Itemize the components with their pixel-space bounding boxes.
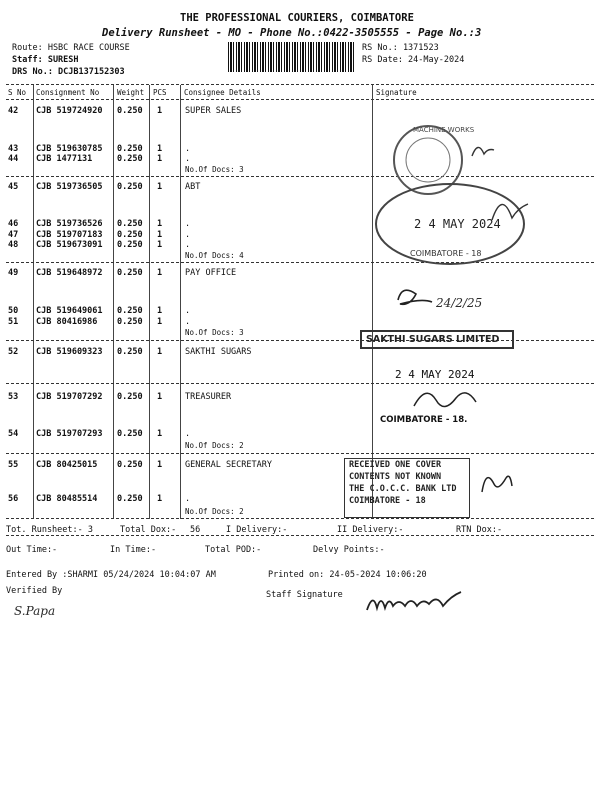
row-sno: 48 xyxy=(8,240,19,250)
row-sno: 55 xyxy=(8,460,19,470)
sakthi-signature xyxy=(410,380,500,420)
row-consignee: . xyxy=(185,306,191,316)
row-pcs: 1 xyxy=(157,219,163,229)
row-consignee: PAY OFFICE xyxy=(185,268,237,278)
divider xyxy=(6,453,594,454)
row-pcs: 1 xyxy=(157,144,163,154)
row-pcs: 1 xyxy=(157,347,163,357)
row-pcs: 1 xyxy=(157,306,163,316)
total-pod: Total POD:- xyxy=(205,545,262,555)
rtn-dox: RTN Dox:- xyxy=(456,525,503,535)
col-signature: Signature xyxy=(376,88,417,97)
stamp-city-1: COIMBATORE - 18 xyxy=(410,249,482,258)
row-weight: 0.250 xyxy=(117,429,143,439)
row-consignee: ABT xyxy=(185,182,201,192)
row-weight: 0.250 xyxy=(117,460,143,470)
row-pcs: 1 xyxy=(157,230,163,240)
row-pcs: 1 xyxy=(157,106,163,116)
total-dox-value: 56 xyxy=(190,525,201,535)
row-weight: 0.250 xyxy=(117,392,143,402)
sakthi-sugars-stamp xyxy=(360,330,514,349)
row-sno: 51 xyxy=(8,317,19,327)
row-weight: 0.250 xyxy=(117,240,143,250)
col-pcs: PCS xyxy=(153,88,167,97)
out-time: Out Time:- xyxy=(6,545,58,555)
signature-date: 24/2/25 xyxy=(436,296,483,310)
row-sno: 45 xyxy=(8,182,19,192)
stamp-machine-text: MACHINE WORKS xyxy=(413,126,475,134)
row-weight: 0.250 xyxy=(117,317,143,327)
received-stamp xyxy=(344,458,470,518)
row-sno: 42 xyxy=(8,106,19,116)
row-consignment: CJB 80485514 xyxy=(36,494,98,504)
row-pcs: 1 xyxy=(157,268,163,278)
received-line-3: THE C.O.C.C. BANK LTD xyxy=(349,484,457,494)
rs-date: RS Date: 24-May-2024 xyxy=(362,55,465,65)
row-sno: 56 xyxy=(8,494,19,504)
divider xyxy=(6,518,594,519)
col-consignee: Consignee Details xyxy=(184,88,261,97)
i-delivery: I Delivery:- xyxy=(226,525,288,535)
stamp-date-1: 2 4 MAY 2024 xyxy=(414,217,501,231)
row-sno: 54 xyxy=(8,429,19,439)
row-weight: 0.250 xyxy=(117,106,143,116)
doc-count: No.Of Docs: 4 xyxy=(185,251,244,260)
row-pcs: 1 xyxy=(157,154,163,164)
sakthi-city: COIMBATORE - 18. xyxy=(380,415,468,425)
row-consignee: SUPER SALES xyxy=(185,106,242,116)
doc-count: No.Of Docs: 3 xyxy=(185,328,244,337)
printed-on: Printed on: 24-05-2024 10:06:20 xyxy=(268,570,427,580)
rs-number: RS No.: 1371523 xyxy=(362,43,439,53)
divider xyxy=(6,535,594,536)
row-sno: 52 xyxy=(8,347,19,357)
total-dox-label: Total Dox:- xyxy=(120,525,177,535)
barcode xyxy=(228,42,354,72)
row-pcs: 1 xyxy=(157,182,163,192)
row-weight: 0.250 xyxy=(117,268,143,278)
ii-delivery: II Delivery:- xyxy=(337,525,404,535)
row-consignee: . xyxy=(185,154,191,164)
route: Route: HSBC RACE COURSE xyxy=(12,43,130,53)
row-consignment: CJB 519707292 xyxy=(36,392,103,402)
row-consignment: CJB 1477131 xyxy=(36,154,93,164)
staff-signature-label: Staff Signature xyxy=(266,590,343,600)
row-consignment: CJB 519673091 xyxy=(36,240,103,250)
row-consignment: CJB 519724920 xyxy=(36,106,103,116)
received-line-1: RECEIVED ONE COVER xyxy=(349,460,442,470)
row-consignment: CJB 519707183 xyxy=(36,230,103,240)
row-consignment: CJB 519736505 xyxy=(36,182,103,192)
row-consignment: CJB 519609323 xyxy=(36,347,103,357)
entered-by: Entered By :SHARMI 05/24/2024 10:04:07 AM xyxy=(6,570,216,580)
row-weight: 0.250 xyxy=(117,154,143,164)
doc-count: No.Of Docs: 2 xyxy=(185,507,244,516)
company-name: THE PROFESSIONAL COURIERS, COIMBATORE xyxy=(180,12,414,24)
divider xyxy=(6,176,594,177)
row-pcs: 1 xyxy=(157,460,163,470)
row-consignment: CJB 519736526 xyxy=(36,219,103,229)
row-weight: 0.250 xyxy=(117,144,143,154)
total-runsheet: Tot. Runsheet:- 3 xyxy=(6,525,93,535)
divider xyxy=(6,84,594,85)
divider xyxy=(6,383,594,384)
row-consignee: SAKTHI SUGARS xyxy=(185,347,252,357)
drs-number: DRS No.: DCJB137152303 xyxy=(12,67,125,77)
row-consignment: CJB 519630785 xyxy=(36,144,103,154)
sakthi-stamp-text: SAKTHI SUGARS LIMITED xyxy=(366,334,500,345)
row-pcs: 1 xyxy=(157,429,163,439)
row-consignee: . xyxy=(185,144,191,154)
received-signature xyxy=(476,462,516,502)
row-sno: 53 xyxy=(8,392,19,402)
row-pcs: 1 xyxy=(157,240,163,250)
row-consignment: CJB 519707293 xyxy=(36,429,103,439)
col-sno: S No xyxy=(8,88,27,97)
row-sno: 49 xyxy=(8,268,19,278)
row-consignee: . xyxy=(185,317,191,327)
row-consignee: . xyxy=(185,219,191,229)
runsheet-title: Delivery Runsheet - MO - Phone No.:0422-3505555 - Page No.:3 xyxy=(102,27,482,39)
doc-count: No.Of Docs: 3 xyxy=(185,165,244,174)
row-weight: 0.250 xyxy=(117,219,143,229)
received-line-2: CONTENTS NOT KNOWN xyxy=(349,472,442,482)
row-consignee: . xyxy=(185,230,191,240)
row-consignment: CJB 519648972 xyxy=(36,268,103,278)
row-consignee: . xyxy=(185,494,191,504)
row-weight: 0.250 xyxy=(117,182,143,192)
verified-by: Verified By xyxy=(6,586,63,596)
row-consignment: CJB 80425015 xyxy=(36,460,98,470)
row-pcs: 1 xyxy=(157,392,163,402)
row-consignee: . xyxy=(185,240,191,250)
row-sno: 50 xyxy=(8,306,19,316)
date-stamp-oval xyxy=(372,180,532,270)
row-pcs: 1 xyxy=(157,494,163,504)
divider xyxy=(6,99,594,100)
row-consignment: CJB 80416986 xyxy=(36,317,98,327)
staff-signature xyxy=(365,588,465,616)
row-weight: 0.250 xyxy=(117,306,143,316)
row-weight: 0.250 xyxy=(117,230,143,240)
sakthi-date: 2 4 MAY 2024 xyxy=(395,368,475,381)
row-sno: 46 xyxy=(8,219,19,229)
row-consignee: TREASURER xyxy=(185,392,232,402)
col-consignment: Consignment No xyxy=(36,88,100,97)
row-sno: 47 xyxy=(8,230,19,240)
row-consignee: GENERAL SECRETARY xyxy=(185,460,272,470)
verifier-signature: S.Papa xyxy=(14,604,56,618)
received-line-4: COIMBATORE - 18 xyxy=(349,496,426,506)
staff: Staff: SURESH xyxy=(12,55,79,65)
row-sno: 43 xyxy=(8,144,19,154)
row-weight: 0.250 xyxy=(117,347,143,357)
in-time: In Time:- xyxy=(110,545,157,555)
row-consignee: . xyxy=(185,429,191,439)
col-weight: Weight xyxy=(117,88,145,97)
doc-count: No.Of Docs: 2 xyxy=(185,441,244,450)
row-pcs: 1 xyxy=(157,317,163,327)
row-weight: 0.250 xyxy=(117,494,143,504)
row-consignment: CJB 519649061 xyxy=(36,306,103,316)
delvy-points: Delvy Points:- xyxy=(313,545,385,555)
row-sno: 44 xyxy=(8,154,19,164)
